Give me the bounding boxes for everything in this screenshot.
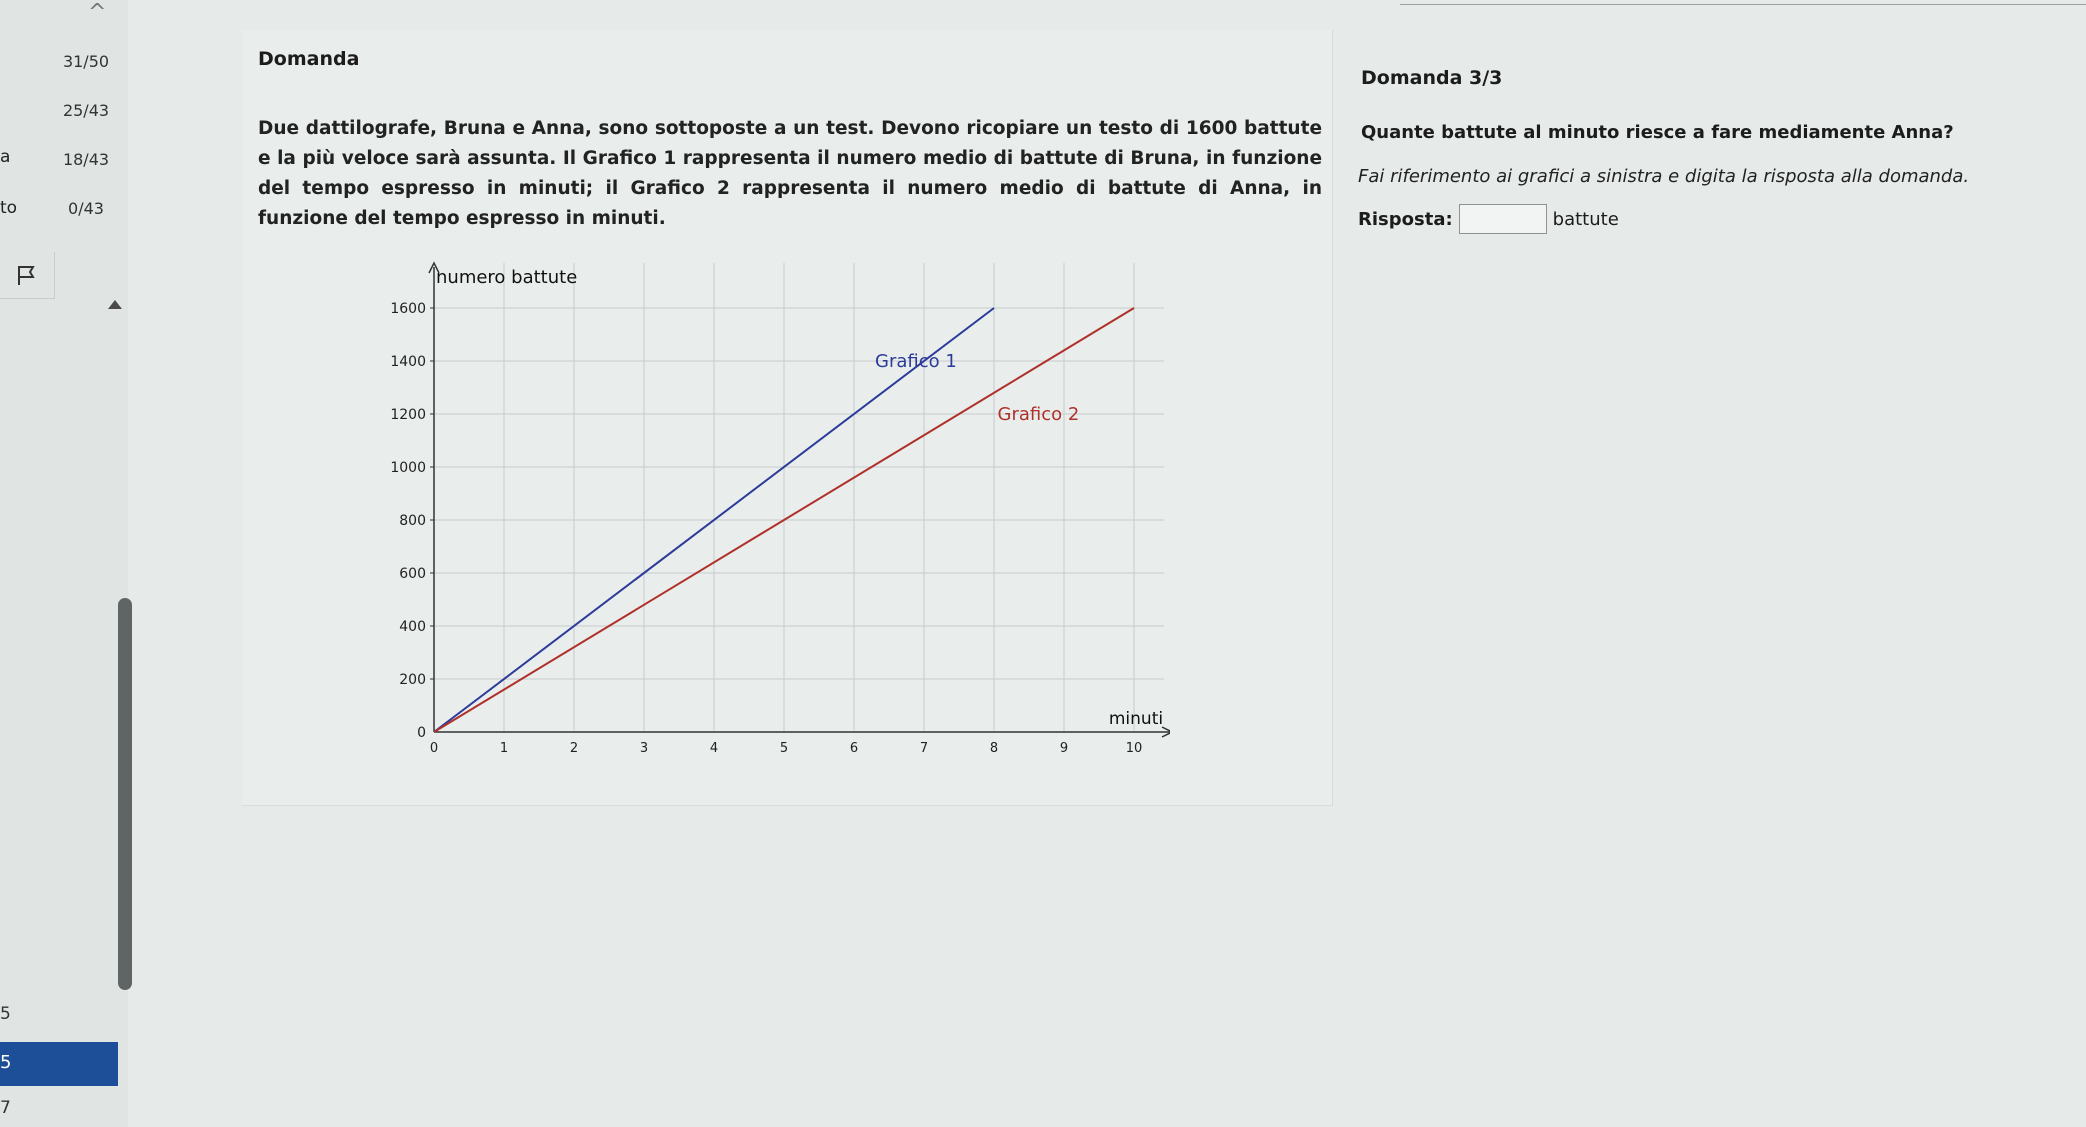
- nav-edge-label-1: a: [0, 147, 11, 167]
- nav-score-2[interactable]: 25/43: [62, 101, 110, 120]
- y-tick-label: 400: [399, 619, 426, 635]
- y-tick-label: 1600: [390, 301, 426, 317]
- question-text: Due dattilografe, Bruna e Anna, sono sottoposte a un test. Devono ricopiare un testo di 1600 battute e la più veloce sarà assunta. Il Grafico 1 rappresenta il numero medio di battute di Bruna, in funzione del tempo espresso in minuti; il Grafico 2 rappresenta il numero medio di battute di Anna, in funzione del tempo espresso in minuti.: [258, 118, 1322, 229]
- x-tick-label: 6: [849, 741, 859, 756]
- x-tick-label: 10: [1125, 741, 1143, 756]
- x-tick-label: 0: [429, 741, 439, 756]
- answer-input[interactable]: [1459, 204, 1547, 234]
- answer-label: Risposta:: [1358, 208, 1453, 230]
- x-tick-label: 5: [779, 741, 789, 756]
- x-tick-label: 7: [919, 741, 929, 756]
- flag-icon: [15, 264, 39, 286]
- answer-unit: battute: [1552, 208, 1619, 230]
- series-label-2: Grafico 2: [997, 404, 1080, 425]
- nav-edge-label-2: to: [0, 198, 18, 218]
- nav-score-4[interactable]: 0/43: [68, 199, 104, 218]
- right-question: Quante battute al minuto riesce a fare mediamente Anna?: [1361, 122, 1954, 143]
- nav-score-1[interactable]: 31/50: [62, 52, 110, 71]
- typing-chart: [370, 252, 1170, 772]
- question-navigator: [0, 0, 128, 1127]
- answer-row: [1358, 204, 1619, 234]
- nav-row-label-3: 7: [0, 1098, 11, 1118]
- triangle-up-icon[interactable]: [108, 300, 122, 309]
- x-tick-label: 2: [569, 741, 579, 756]
- sidebar-scrollbar[interactable]: [118, 598, 132, 990]
- y-tick-label: 800: [399, 513, 426, 529]
- x-tick-label: 4: [709, 741, 719, 756]
- y-tick-label: 600: [399, 566, 426, 582]
- nav-row-label-2: 5: [0, 1052, 12, 1073]
- nav-row-selected[interactable]: [0, 1042, 118, 1086]
- nav-score-3[interactable]: 18/43: [62, 150, 110, 169]
- y-tick-label: 0: [417, 725, 426, 741]
- right-instruction: Fai riferimento ai grafici a sinistra e digita la risposta alla domanda.: [1358, 166, 1970, 187]
- x-tick-label: 9: [1059, 741, 1069, 756]
- y-tick-label: 1400: [390, 354, 426, 370]
- series-label-1: Grafico 1: [875, 351, 957, 372]
- x-tick-label: 3: [639, 741, 649, 756]
- x-axis-label: minuti: [1108, 709, 1164, 729]
- flag-button[interactable]: [0, 252, 55, 299]
- x-tick-label: 8: [989, 741, 999, 756]
- y-axis-label: numero battute: [436, 267, 578, 288]
- y-tick-label: 1000: [390, 460, 426, 476]
- y-tick-label: 200: [399, 672, 426, 688]
- question-title: Domanda: [258, 48, 360, 70]
- nav-row-label-1: 5: [0, 1004, 11, 1024]
- top-divider: [1400, 4, 2086, 5]
- right-panel-title: Domanda 3/3: [1361, 67, 1503, 89]
- x-tick-label: 1: [499, 741, 509, 756]
- y-tick-label: 1200: [390, 407, 426, 423]
- chevron-up-icon[interactable]: ^: [88, 0, 107, 25]
